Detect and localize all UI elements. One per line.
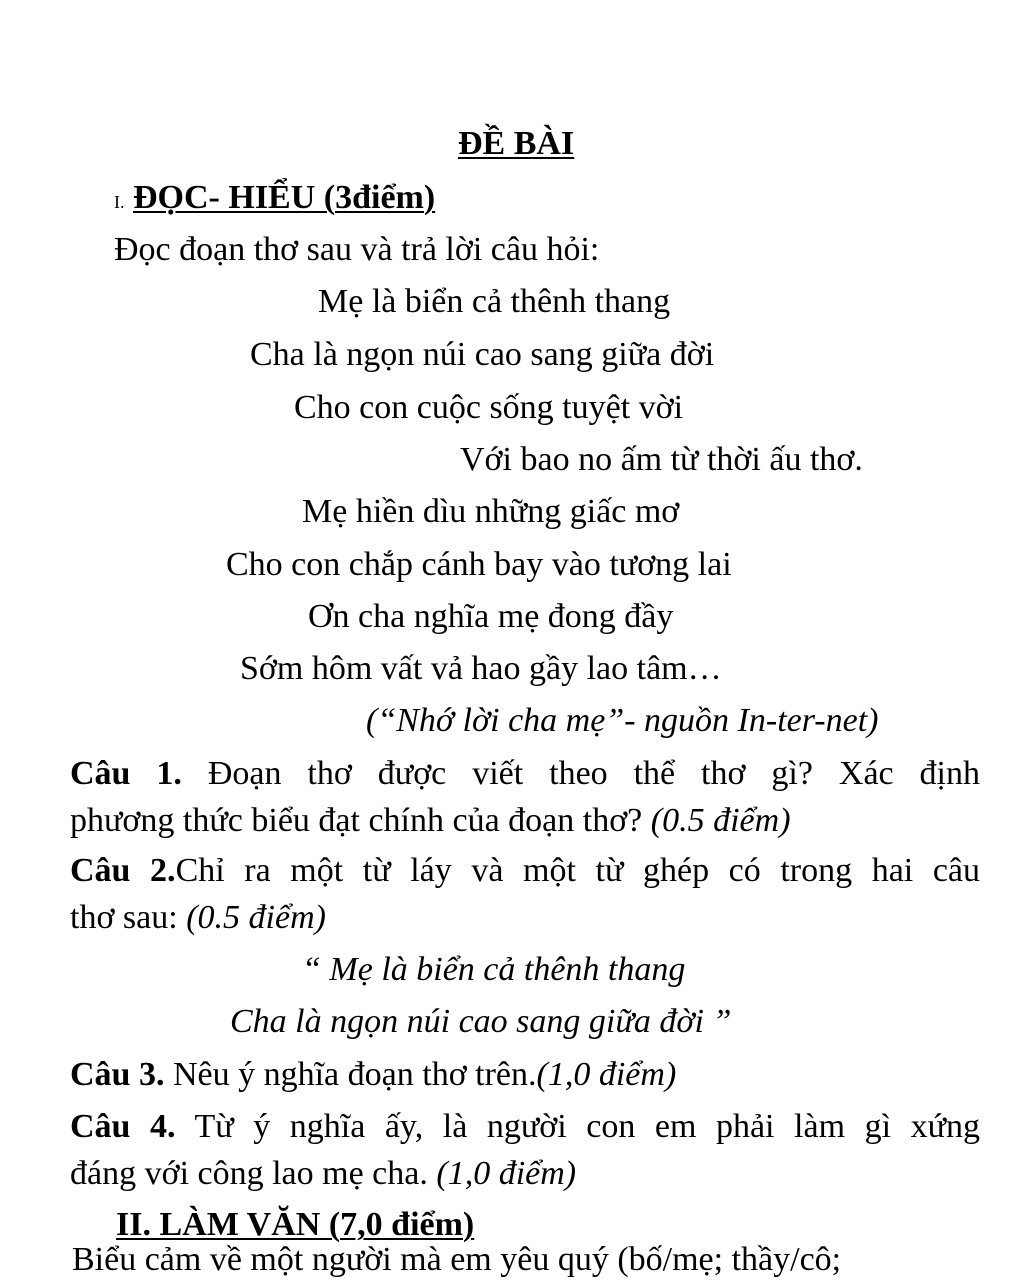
poem-line-5: Mẹ hiền dìu những giấc mơ (302, 493, 680, 530)
question-4-points: (1,0 điểm) (436, 1155, 577, 1192)
question-2-text-2: thơ sau: (70, 899, 178, 936)
question-2-label: Câu 2. (70, 852, 176, 889)
poem-line-2: Cha là ngọn núi cao sang giữa đời (250, 336, 715, 373)
section-2-intro-partial: Biểu cảm về một người mà em yêu quý (bố/mẹ; thầy/cô; (72, 1241, 842, 1278)
question-1-label: Câu 1. (70, 755, 182, 792)
poem-line-4: Với bao no ấm từ thời ấu thơ. (460, 441, 863, 478)
question-1-line-2 (70, 801, 791, 841)
question-2-points: (0.5 điểm) (186, 899, 326, 936)
question-4-label: Câu 4. (70, 1108, 176, 1145)
question-3 (70, 1055, 676, 1095)
question-3-points: (1,0 điểm) (536, 1056, 677, 1093)
poem-line-1: Mẹ là biển cả thênh thang (318, 283, 671, 320)
page-title: ĐỀ BÀI (458, 125, 575, 162)
question-3-label: Câu 3. (70, 1056, 165, 1093)
question-2-quote-1: “ Mẹ là biển cả thênh thang (302, 951, 686, 988)
poem-line-8: Sớm hôm vất vả hao gầy lao tâm… (240, 650, 722, 687)
instruction-text: Đọc đoạn thơ sau và trả lời câu hỏi: (114, 231, 600, 268)
poem-line-7: Ơn cha nghĩa mẹ đong đầy (308, 598, 674, 635)
question-4-line-1 (70, 1107, 980, 1147)
question-2-text-1: Chỉ ra một từ láy và một từ ghép có trong hai câu (175, 852, 980, 889)
question-1-points: (0.5 điểm) (650, 802, 791, 839)
section-1-heading: ĐỌC- HIỂU (3điểm) (133, 179, 436, 216)
question-2-quote-2: Cha là ngọn núi cao sang giữa đời ” (230, 1003, 732, 1040)
question-1-line-1 (70, 754, 980, 794)
question-1-text-1: Đoạn thơ được viết theo thể thơ gì? Xác định (207, 755, 981, 792)
question-2-line-1 (70, 851, 980, 891)
question-3-text: Nêu ý nghĩa đoạn thơ trên. (172, 1056, 537, 1093)
poem-source: (“Nhớ lời cha mẹ”- nguồn In-ter-net) (366, 702, 879, 739)
question-4-line-2 (70, 1154, 576, 1194)
question-2-line-2 (70, 898, 326, 938)
poem-line-3: Cho con cuộc sống tuyệt vời (294, 389, 684, 426)
section-2-heading: II. LÀM VĂN (7,0 điểm) (116, 1206, 475, 1243)
question-4-text-2: đáng với công lao mẹ cha. (70, 1155, 428, 1192)
poem-line-6: Cho con chắp cánh bay vào tương lai (226, 546, 732, 583)
section-1-number: I. (114, 192, 125, 212)
question-1-text-2: phương thức biểu đạt chính của đoạn thơ? (70, 802, 643, 839)
question-4-text-1: Từ ý nghĩa ấy, là người con em phải làm gì xứng (194, 1108, 980, 1145)
section-1-header (114, 178, 435, 222)
